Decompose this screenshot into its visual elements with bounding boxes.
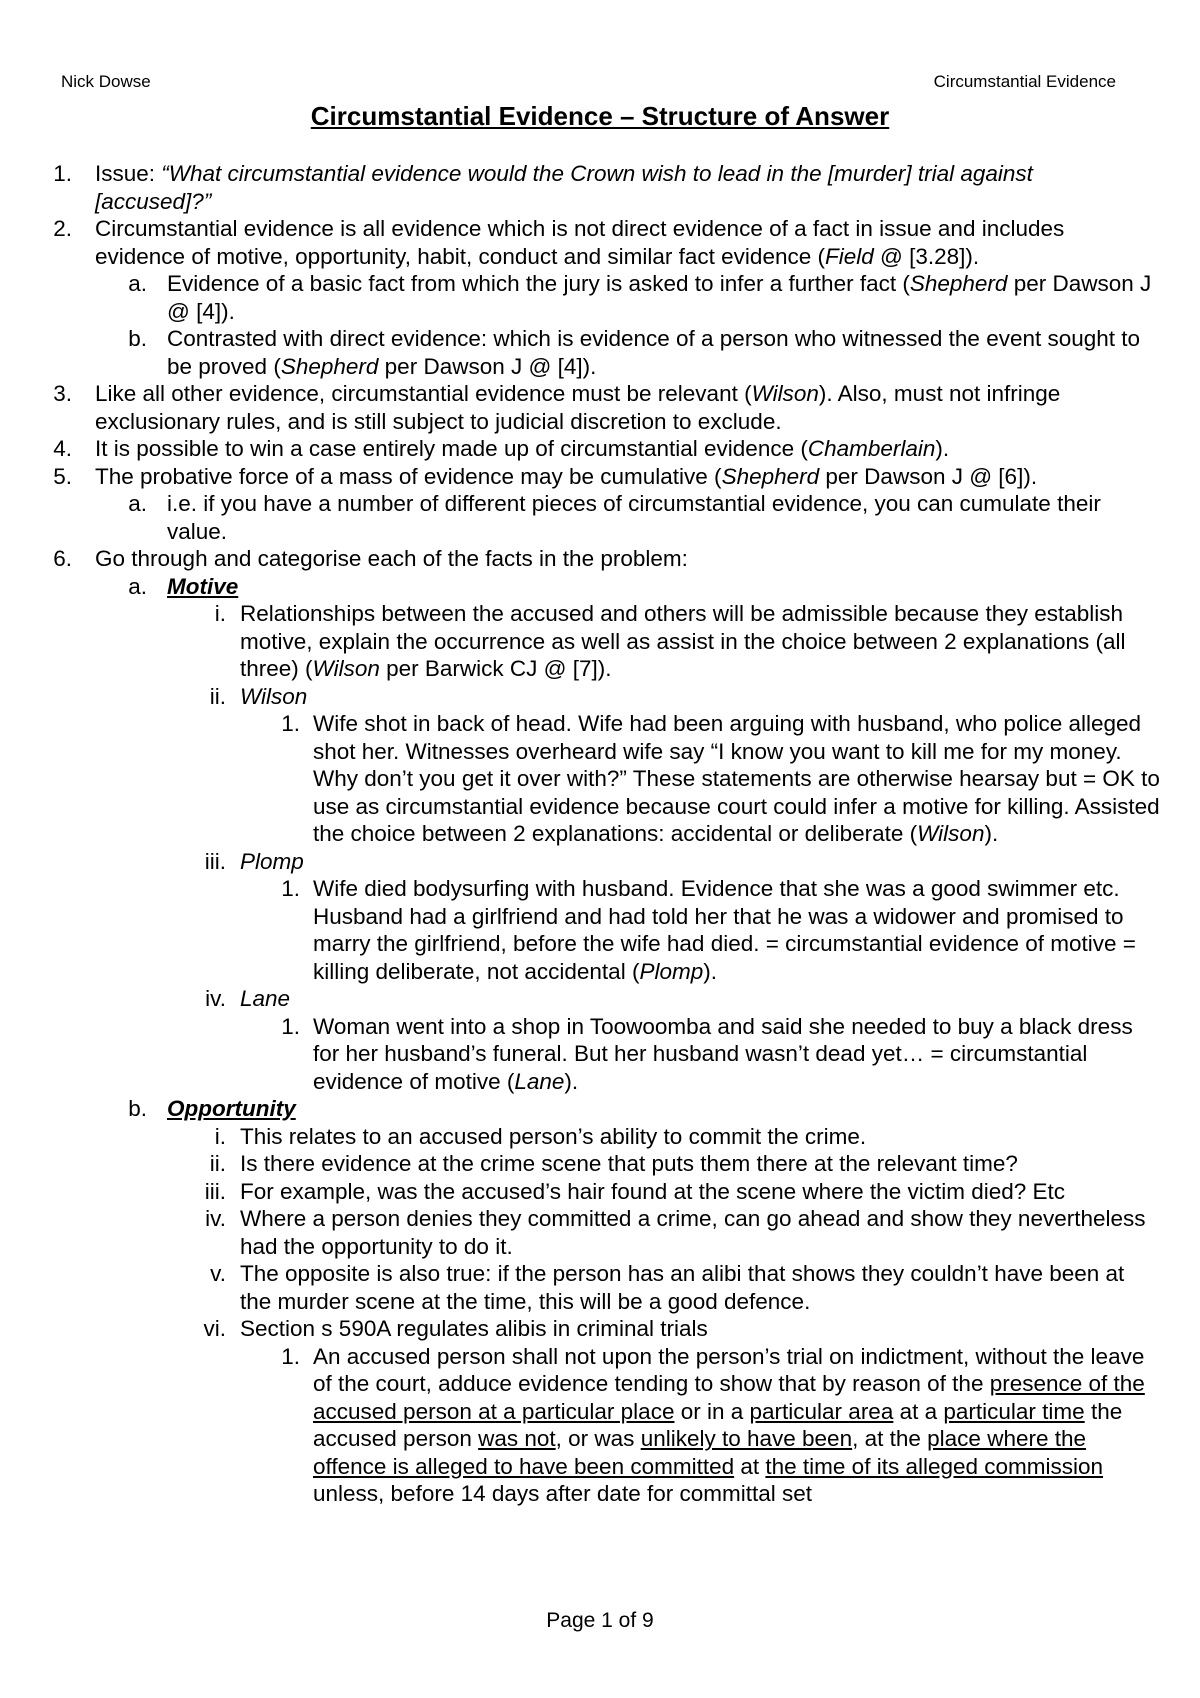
case-name: Lane — [240, 986, 291, 1011]
item-text: i.e. if you have a number of different pieces of circumstantial evidence, you can cumulate their value. — [167, 491, 1101, 544]
case-heading-wilson — [0, 683, 1200, 711]
list-item — [0, 380, 1200, 435]
list-item — [0, 545, 1200, 573]
section-heading-opportunity — [0, 1095, 1200, 1123]
item-number: iv. — [205, 1206, 226, 1231]
item-text: Wife shot in back of head. Wife had been arguing with husband, who police alleged shot her. Witnesses overheard wife say “I know you want to kill me for my money. Why don’t you get it over with?” These statements are otherwise hearsay but = OK to use as circumstantial evidence because court could infer a motive for killing. Assisted the choice between 2 explanations: accidental or deliberate (Wilson). — [313, 711, 1160, 846]
list-item — [0, 1260, 1200, 1315]
item-number: 1. — [281, 876, 300, 901]
case-heading-plomp — [0, 848, 1200, 876]
item-number: i. — [214, 601, 226, 626]
item-number: 1. — [281, 1343, 300, 1369]
item-number: v. — [210, 1261, 226, 1286]
list-item — [0, 435, 1200, 463]
list-item — [0, 1013, 1200, 1096]
list-item — [0, 1205, 1200, 1260]
item-number: 3. — [53, 381, 72, 406]
opportunity-heading: Opportunity — [167, 1096, 296, 1121]
item-number: a. — [128, 491, 147, 516]
item-number: iii. — [204, 848, 226, 874]
item-text: Like all other evidence, circumstantial evidence must be relevant (Wilson). Also, must not infringe exclusionary rules, and is still subject to judicial discretion to exclude. — [95, 381, 1061, 434]
list-item — [0, 490, 1200, 545]
item-number: 2. — [53, 216, 72, 241]
header-author: Nick Dowse — [61, 72, 151, 91]
item-number: iv. — [205, 986, 226, 1011]
answer-structure-list — [0, 160, 1200, 1508]
item-text: It is possible to win a case entirely made up of circumstantial evidence (Chamberlain). — [95, 436, 950, 461]
list-item — [0, 325, 1200, 380]
item-text: Is there evidence at the crime scene that puts them there at the relevant time? — [240, 1151, 1018, 1176]
item-text: Issue: “What circumstantial evidence would the Crown wish to lead in the [murder] trial against [accused]?” — [95, 161, 1033, 214]
motive-heading: Motive — [167, 573, 239, 599]
case-heading-lane — [0, 985, 1200, 1013]
item-text: Evidence of a basic fact from which the jury is asked to infer a further fact (Shepherd per Dawson J @ [4]). — [167, 271, 1152, 324]
list-item — [0, 1178, 1200, 1206]
item-text: The probative force of a mass of evidence may be cumulative (Shepherd per Dawson J @ [6]). — [95, 463, 1038, 489]
item-text: The opposite is also true: if the person has an alibi that shows they couldn’t have been at the murder scene at the time, this will be a good defence. — [240, 1261, 1125, 1314]
item-number: iii. — [204, 1178, 226, 1204]
item-text: For example, was the accused’s hair found at the scene where the victim died? Etc — [240, 1178, 1066, 1204]
list-item — [0, 160, 1200, 215]
case-name: Wilson — [240, 683, 308, 709]
item-number: 1. — [53, 161, 72, 186]
list-item — [0, 270, 1200, 325]
page-title: Circumstantial Evidence – Structure of Answer — [310, 101, 890, 131]
item-number: a. — [128, 271, 147, 296]
item-text: Section s 590A regulates alibis in criminal trials — [240, 1316, 708, 1341]
item-number: 5. — [53, 463, 72, 489]
list-item — [0, 1315, 1200, 1343]
list-item — [0, 215, 1200, 270]
item-number: ii. — [209, 683, 226, 709]
item-number: i. — [214, 1123, 226, 1149]
item-text: Contrasted with direct evidence: which is evidence of a person who witnessed the event sought to be proved (Shepherd per Dawson J @ [4]). — [167, 326, 1141, 379]
list-item — [0, 875, 1200, 985]
item-text: Circumstantial evidence is all evidence which is not direct evidence of a fact in issue and includes evidence of motive, opportunity, habit, conduct and similar fact evidence (Field @ [3.28]). — [95, 216, 1065, 269]
item-number: 1. — [281, 711, 300, 736]
list-item — [0, 600, 1200, 683]
item-number: a. — [128, 573, 147, 599]
item-text: Wife died bodysurfing with husband. Evidence that she was a good swimmer etc. Husband had a girlfriend and had told her that he was a widower and promised to marry the girlfriend, before the wife had died. = circumstantial evidence of motive = killing deliberate, not accidental (Plomp). — [313, 876, 1136, 984]
case-name: Plomp — [240, 848, 304, 874]
list-item — [0, 710, 1200, 848]
item-text: Where a person denies they committed a crime, can go ahead and show they nevertheless had the opportunity to do it. — [240, 1206, 1146, 1259]
list-item — [0, 1150, 1200, 1178]
page-number: Page 1 of 9 — [546, 1609, 654, 1632]
item-text: Go through and categorise each of the facts in the problem: — [95, 546, 688, 571]
list-item — [0, 1123, 1200, 1151]
list-item — [0, 1343, 1200, 1508]
list-item — [0, 463, 1200, 491]
item-number: 6. — [53, 546, 72, 571]
item-text: Woman went into a shop in Toowoomba and said she needed to buy a black dress for her husband’s funeral. But her husband wasn’t dead yet… = circumstantial evidence of motive (Lane). — [313, 1013, 1133, 1094]
item-number: b. — [128, 1096, 147, 1121]
item-text: This relates to an accused person’s ability to commit the crime. — [240, 1123, 867, 1149]
item-text: Relationships between the accused and others will be admissible because they establish motive, explain the occurrence as well as assist in the choice between 2 explanations (all three) (Wilson per Barwick CJ @ [7]). — [240, 601, 1126, 681]
item-number: 4. — [53, 436, 72, 461]
header-topic: Circumstantial Evidence — [933, 72, 1116, 91]
item-number: 1. — [281, 1013, 300, 1039]
item-number: ii. — [209, 1151, 226, 1176]
section-heading-motive — [0, 573, 1200, 601]
item-number: vi. — [203, 1316, 226, 1341]
item-text: An accused person shall not upon the person’s trial on indictment, without the leave of the court, adduce evidence tending to show that by reason of the presence of the accused person at a particular place or in a particular area at a particular time the accused person was not, or was unlikely to have been, at the place where the offence is alleged to have been committed at the time of its alleged commission unless, before 14 days after date for committal set — [313, 1343, 1145, 1506]
item-number: b. — [128, 326, 147, 351]
